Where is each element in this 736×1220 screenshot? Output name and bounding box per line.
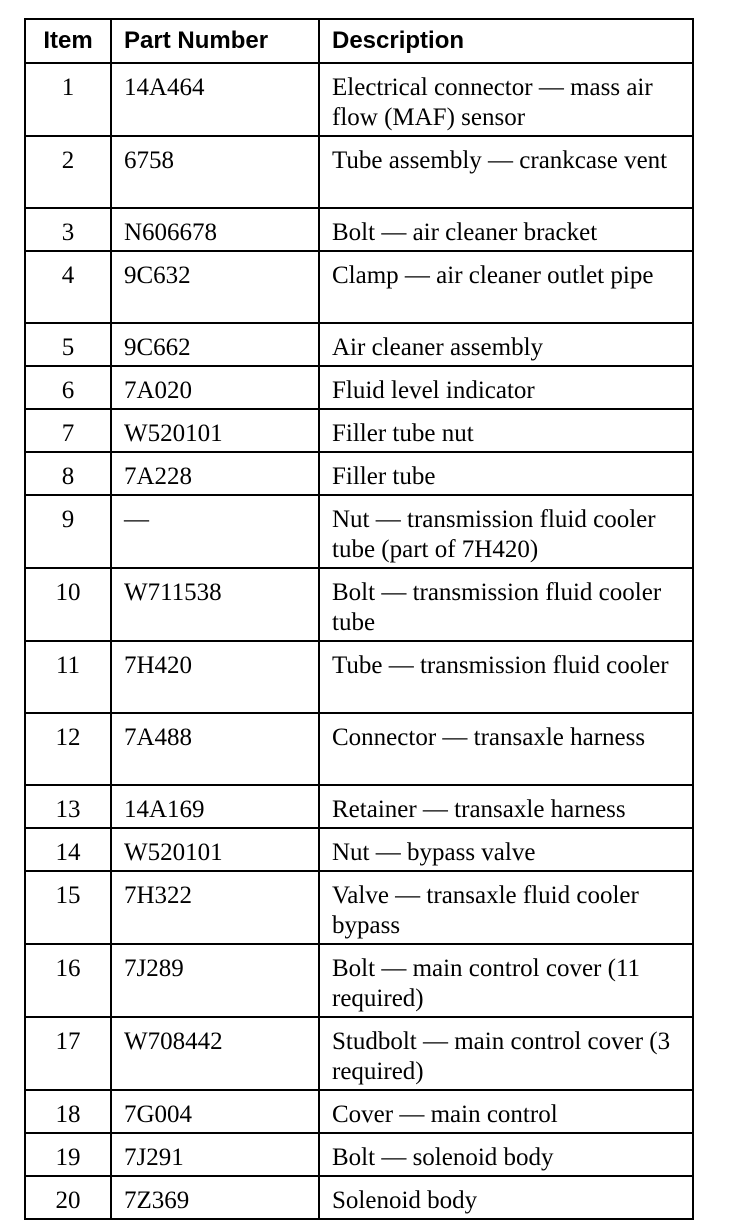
part-number-cell: —: [111, 495, 319, 568]
item-number-cell: 19: [25, 1133, 111, 1176]
table-row: [25, 208, 693, 251]
description-cell: Air cleaner assembly: [319, 323, 693, 366]
item-number-cell: 5: [25, 323, 111, 366]
table-row: [25, 871, 693, 944]
table-row: [25, 944, 693, 1017]
item-number-cell: 13: [25, 785, 111, 828]
description-cell: Bolt — transmission fluid cooler tube: [319, 568, 693, 641]
part-number-cell: 7Z369: [111, 1176, 319, 1219]
item-number-cell: 6: [25, 366, 111, 409]
table-row: [25, 1133, 693, 1176]
description-cell: Nut — transmission fluid cooler tube (part of 7H420): [319, 495, 693, 568]
table-row: [25, 568, 693, 641]
description-cell: Bolt — air cleaner bracket: [319, 208, 693, 251]
header-row: [25, 19, 693, 63]
description-cell: Connector — transaxle harness: [319, 713, 693, 785]
table-row: [25, 452, 693, 495]
part-number-cell: 7A020: [111, 366, 319, 409]
description-cell: Bolt — main control cover (11 required): [319, 944, 693, 1017]
description-cell: Filler tube nut: [319, 409, 693, 452]
item-number-cell: 3: [25, 208, 111, 251]
description-cell: Solenoid body: [319, 1176, 693, 1219]
item-number-cell: 14: [25, 828, 111, 871]
description-cell: Retainer — transaxle harness: [319, 785, 693, 828]
description-cell: Cover — main control: [319, 1090, 693, 1133]
item-number-cell: 18: [25, 1090, 111, 1133]
item-number-cell: 9: [25, 495, 111, 568]
item-number-cell: 1: [25, 63, 111, 136]
table-row: [25, 136, 693, 208]
part-number-cell: 7H420: [111, 641, 319, 713]
part-number-cell: 7A228: [111, 452, 319, 495]
part-number-cell: 7J291: [111, 1133, 319, 1176]
table-row: [25, 641, 693, 713]
table-row: [25, 63, 693, 136]
item-number-cell: 2: [25, 136, 111, 208]
part-number-cell: 7G004: [111, 1090, 319, 1133]
part-number-cell: W520101: [111, 409, 319, 452]
table-row: [25, 409, 693, 452]
part-number-cell: W711538: [111, 568, 319, 641]
table-row: [25, 1090, 693, 1133]
description-cell: Electrical connector — mass air flow (MAF) sensor: [319, 63, 693, 136]
description-cell: Fluid level indicator: [319, 366, 693, 409]
part-number-cell: 9C632: [111, 251, 319, 323]
part-number-cell: W520101: [111, 828, 319, 871]
column-header-item: Item: [25, 19, 111, 63]
column-header-part-number: Part Number: [111, 19, 319, 63]
part-number-cell: 9C662: [111, 323, 319, 366]
part-number-cell: 6758: [111, 136, 319, 208]
column-header-description: Description: [319, 19, 693, 63]
item-number-cell: 11: [25, 641, 111, 713]
table-row: [25, 366, 693, 409]
part-number-cell: 7A488: [111, 713, 319, 785]
item-number-cell: 7: [25, 409, 111, 452]
description-cell: Bolt — solenoid body: [319, 1133, 693, 1176]
item-number-cell: 20: [25, 1176, 111, 1219]
item-number-cell: 17: [25, 1017, 111, 1090]
table-row: [25, 713, 693, 785]
item-number-cell: 15: [25, 871, 111, 944]
table-row: [25, 495, 693, 568]
part-number-cell: 14A464: [111, 63, 319, 136]
table-row: [25, 251, 693, 323]
part-number-cell: W708442: [111, 1017, 319, 1090]
item-number-cell: 12: [25, 713, 111, 785]
item-number-cell: 16: [25, 944, 111, 1017]
table-row: [25, 828, 693, 871]
table-row: [25, 1017, 693, 1090]
part-number-cell: 7J289: [111, 944, 319, 1017]
description-cell: Tube assembly — crankcase vent: [319, 136, 693, 208]
part-number-cell: N606678: [111, 208, 319, 251]
item-number-cell: 8: [25, 452, 111, 495]
description-cell: Filler tube: [319, 452, 693, 495]
table-row: [25, 323, 693, 366]
item-number-cell: 4: [25, 251, 111, 323]
table-row: [25, 785, 693, 828]
description-cell: Valve — transaxle fluid cooler bypass: [319, 871, 693, 944]
description-cell: Tube — transmission fluid cooler: [319, 641, 693, 713]
parts-table: [24, 18, 694, 1220]
part-number-cell: 14A169: [111, 785, 319, 828]
description-cell: Nut — bypass valve: [319, 828, 693, 871]
item-number-cell: 10: [25, 568, 111, 641]
description-cell: Clamp — air cleaner outlet pipe: [319, 251, 693, 323]
table-row: [25, 1176, 693, 1219]
description-cell: Studbolt — main control cover (3 required): [319, 1017, 693, 1090]
part-number-cell: 7H322: [111, 871, 319, 944]
